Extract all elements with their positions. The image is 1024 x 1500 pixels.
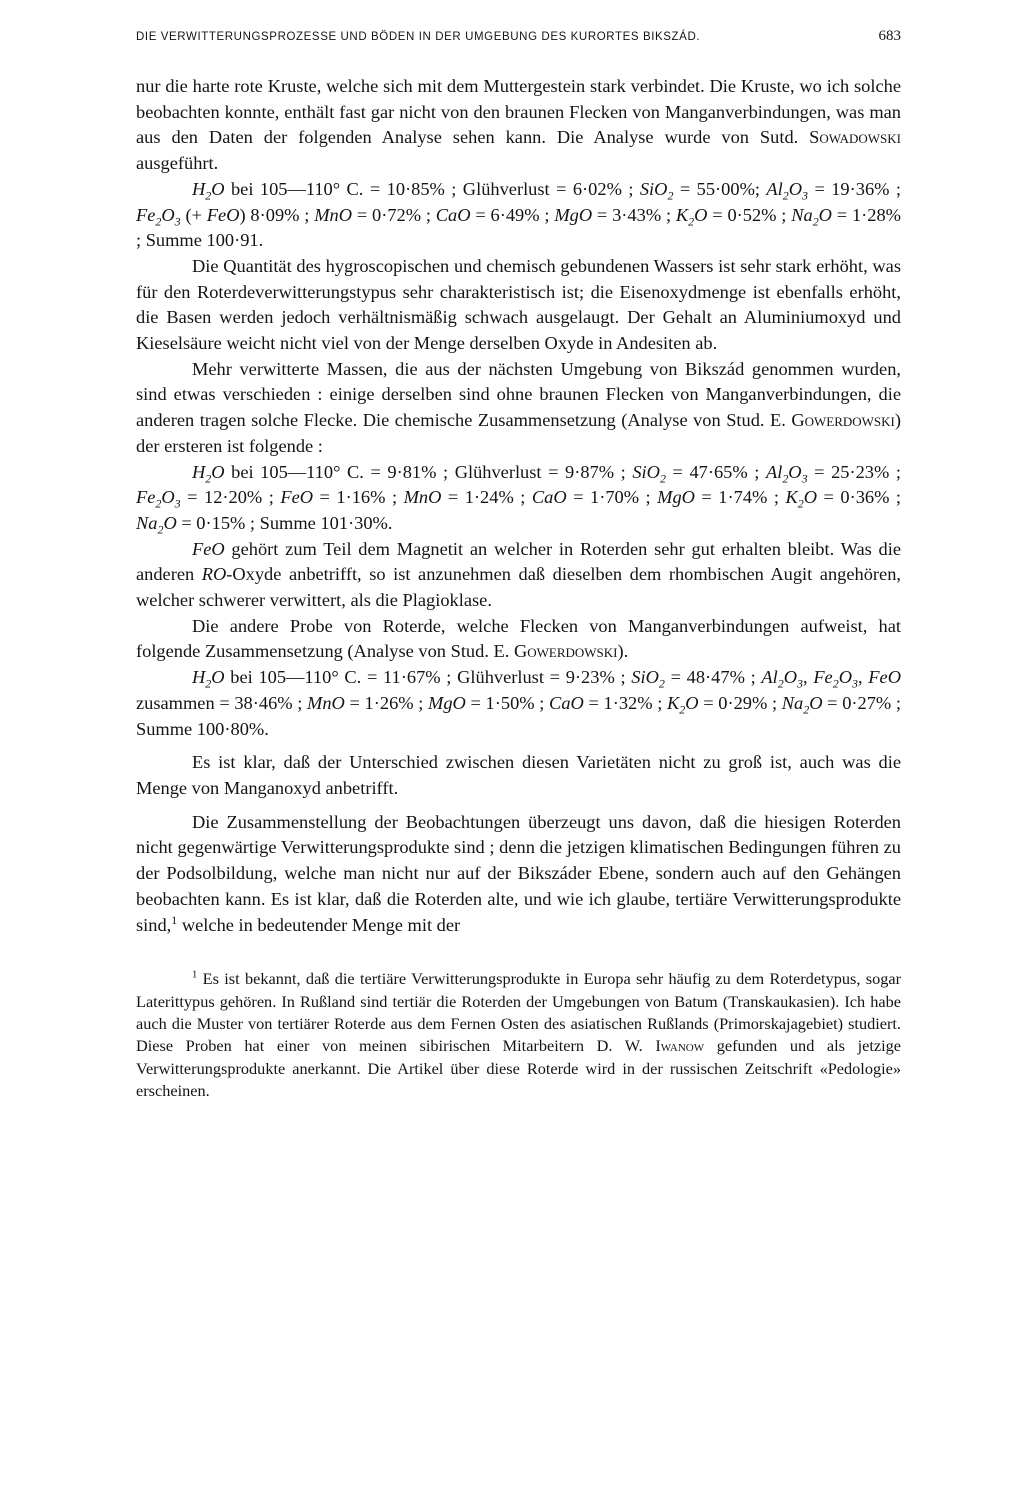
- paragraph-7: Die Zusammenstellung der Beobachtungen überzeugt uns davon, daß die hiesigen Roterden nicht gegenwärtige Verwitterungsprodukte sind ; denn die jetzigen klimatischen Bedingungen führen zu der Podsolbildung, welche man nicht nur auf der Bikszáder Ebene, sondern auch auf den Gehängen beobachten kann. Es ist klar, daß die Roterden alte, und wie ich glaube, tertiäre Verwitterungsprodukte sind,$^1$ welche in bedeutender Menge mit der: [136, 811, 901, 935]
- footnote-text: $^1$ Es ist bekannt, daß die tertiäre Verwitterungsprodukte in Europa sehr häufig zu dem Roterdetypus, sogar Laterittypus gehören. In Rußland sind tertiär die Roterden der Umgebungen von Batum (Transkaukasien). Ich habe auch die Muster von tertiärer Roterde aus dem Fernen Osten des asiatischen Rußlands (Primorskajagebiet) studiert. Diese Proben hat einer von meinen sibirischen Mitarbeitern D. W. Iwanow gefunden und als jetzige Verwitterungsprodukte anerkannt. Die Artikel über diese Roterde wird in der russischen Zeitschrift «Pedologie» erscheinen.: [136, 969, 902, 1101]
- footnote-mark: 1: [192, 969, 198, 981]
- page-number: 683: [878, 28, 901, 44]
- analysis-3: $H_2O$ bei 105—110° C. = 11·67% ; Glühverlust = 9·23% ; SiO$_2$ = 48·47% ; $Al_2O_3$, $Fe_2O_3$, FeO zusammen = 38·46% ; MnO = 1·26% ; MgO = 1·50% ; CaO = 1·32% ; $K_2O = 0\cdot 29\%$ ; $Na_2O = 0\cdot 27\%$ ; Summe 100·80%.: [136, 667, 902, 739]
- page-header: [136, 28, 901, 54]
- paragraph-2: Die Quantität des hygroscopischen und chemisch gebundenen Wassers ist sehr stark erhöht, was für den Roterdeverwitterungstypus sehr charakteristisch ist; die Eisenoxydmenge ist ebenfalls erhöht, die Basen werden jedoch verhältnismäßig schwach ausgelaugt. Der Gehalt an Aluminiumoxyd und Kieselsäure weicht nicht viel von der Menge derselben Oxyde in Andesiten ab.: [136, 255, 901, 354]
- paragraph-4: FeO gehört zum Teil dem Magnetit an welcher in Roterden sehr gut erhalten bleibt. Was die anderen RO-Oxyde anbetrifft, so ist anzunehmen daß dieselben dem rhombischen Augit angehören, welcher schwerer verwittert, als die Plagioklase.: [136, 538, 901, 611]
- analysis-1: $H_2O$ bei 105—110° C. = 10·85% ; Glühverlust = 6·02% ; SiO$_2$ = 55·00%; $Al_2O_3 = 19\cdot 36\%$ ; $Fe_2O_3$ (+ FeO) 8·09% ; MnO = 0·72% ; CaO = 6·49% ; MgO = 3·43% ; $K_2O = 0\cdot 52\%$ ; $Na_2O = 1\cdot 28\%$ ; Summe 100·91.: [136, 178, 901, 251]
- paragraph-6: Es ist klar, daß der Unterschied zwischen diesen Varietäten nicht zu groß ist, auch was die Menge von Manganoxyd anbetrifft.: [136, 752, 901, 798]
- body-text: [136, 74, 901, 938]
- footnote-author-name: Iwanow: [655, 1036, 705, 1056]
- paragraph-1: nur die harte rote Kruste, welche sich mit dem Muttergestein stark verbindet. Die Kruste, wo ich solche beobachten konnte, enthält fast gar nicht von den braunen Flecken von Manganverbindungen, was man aus den Daten der folgenden Analyse sehen kann. Die Analyse wurde von Sutd. Sowadowski ausgeführt.: [136, 76, 901, 174]
- analysis-2: $H_2O$ bei 105—110° C. = 9·81% ; Glühverlust = 9·87% ; SiO$_2$ = 47·65% ; $Al_2O_3 = 25\cdot 23\%$ ; $Fe_2O_3 = 12\cdot 20\%$ ; FeO = 1·16% ; MnO = 1·24% ; CaO = 1·70% ; MgO = 1·74% ; $K_2O = 0\cdot 36\%$ ; $Na_2O = 0\cdot 15\%$ ; Summe 101·30%.: [136, 461, 902, 537]
- paragraph-5: Die andere Probe von Roterde, welche Flecken von Manganverbindungen aufweist, hat folgende Zusammensetzung (Analyse von Stud. E. Gowerdowski).: [136, 615, 901, 662]
- running-title: DIE VERWITTERUNGSPROZESSE UND BÖDEN IN DER UMGEBUNG DES KURORTES BIKSZÁD.: [136, 31, 701, 43]
- page: [136, 28, 901, 1103]
- author-name: Gowerdowski: [791, 410, 895, 431]
- footnote-ref[interactable]: 1: [171, 912, 178, 927]
- author-name: Gowerdowski: [513, 641, 618, 662]
- author-name: Sowadowski: [809, 127, 901, 148]
- footnote: [136, 968, 901, 1102]
- paragraph-3: Mehr verwitterte Massen, die aus der nächsten Umgebung von Bikszád genommen wurden, sind etwas verschieden : einige derselben sind ohne braunen Flecken von Manganverbindungen, die anderen tragen solche Flecke. Die chemische Zusammensetzung (Analyse von Stud. E. Gowerdowski) der ersteren ist folgende :: [136, 358, 901, 456]
